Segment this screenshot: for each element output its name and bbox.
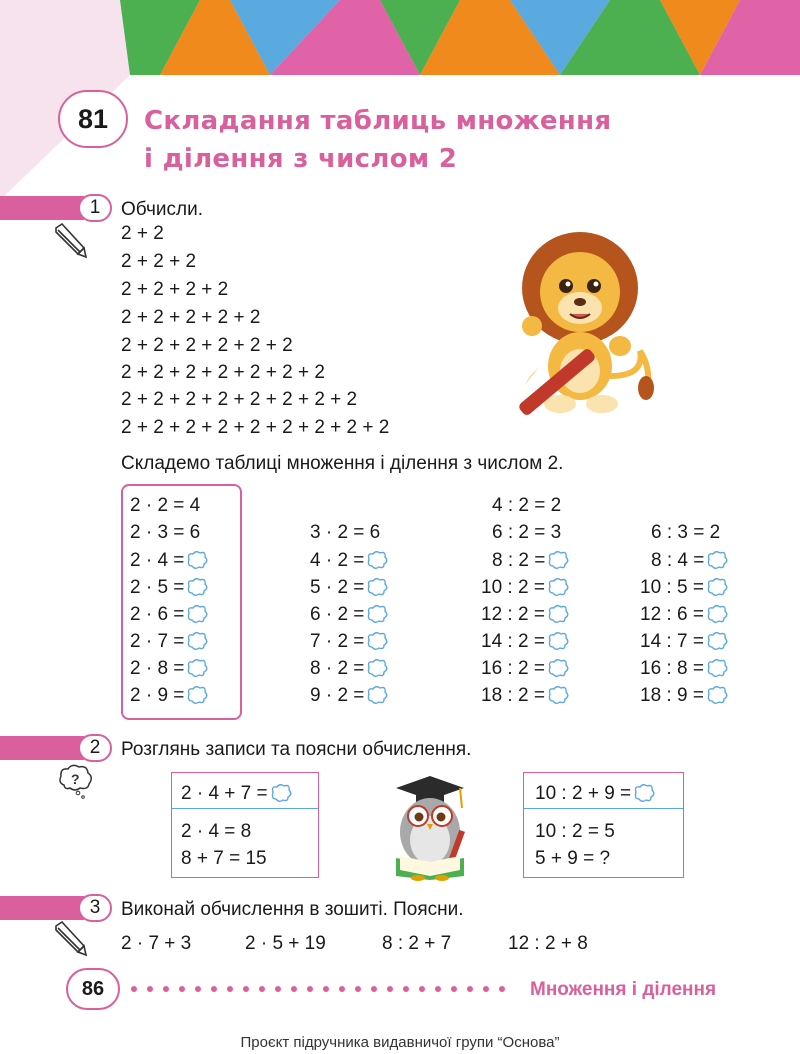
task3-instruction: Виконай обчислення в зошиті. Поясни. [121,899,464,920]
sum-row: 2 + 2 [121,223,164,244]
lesson-number-badge: 81 [58,90,128,148]
equation-text: 16 : 8 = [640,657,704,679]
equation-text: 2 · 7 = [130,630,185,652]
equation-text: 18 : 2 = [481,684,545,706]
answer-blank[interactable] [547,604,569,624]
answer-blank[interactable] [186,550,208,570]
sum-row: 2 + 2 + 2 + 2 + 2 [121,307,261,328]
example-step: 5 + 9 = ? [535,848,611,869]
publisher-credit: Проєкт підручника видавничої групи “Основа” [240,1034,560,1051]
equation-text: 2 · 6 = [130,603,185,625]
answer-blank[interactable] [270,783,292,803]
table-entry [481,658,569,678]
equation-text: 2 · 5 = [130,576,185,598]
answer-blank[interactable] [706,604,728,624]
answer-blank[interactable] [706,631,728,651]
task2-example-right [523,772,684,878]
table-entry [640,685,728,705]
equation-text: 6 : 3 = 2 [651,522,721,543]
sum-row: 2 + 2 + 2 + 2 + 2 + 2 + 2 [121,362,325,383]
answer-blank[interactable] [547,550,569,570]
table-entry [310,658,388,678]
task2-example-left [171,772,319,878]
table-entry [640,577,728,597]
answer-blank[interactable] [706,577,728,597]
svg-text:?: ? [71,771,80,787]
answer-blank[interactable] [633,783,655,803]
page-number: 86 [66,968,120,1010]
equation-text: 10 : 5 = [640,576,704,598]
sum-row: 2 + 2 + 2 + 2 + 2 + 2 + 2 + 2 + 2 [121,417,390,438]
answer-blank[interactable] [366,658,388,678]
equation-text: 3 · 2 = 6 [310,522,381,543]
answer-blank[interactable] [706,550,728,570]
example-step: 10 : 2 = 5 [535,821,615,842]
answer-blank[interactable] [186,577,208,597]
task1-instruction: Обчисли. [121,199,204,220]
exercise: 12 : 2 + 8 [508,933,588,954]
answer-blank[interactable] [366,550,388,570]
exercise: 2 · 7 + 3 [121,933,192,954]
equation-text: 2 · 8 = [130,657,185,679]
equation-text: 12 : 2 = [481,603,545,625]
table-entry [130,631,208,651]
answer-blank[interactable] [547,658,569,678]
table-entry [481,577,569,597]
answer-blank[interactable] [366,577,388,597]
sum-row: 2 + 2 + 2 + 2 + 2 + 2 [121,335,293,356]
table-entry [310,577,388,597]
example-head [535,783,655,803]
task3-number: 3 [78,894,112,922]
equation-text: 2 · 3 = 6 [130,522,201,543]
exercise: 2 · 5 + 19 [245,933,326,954]
table-entry [130,577,208,597]
table-entry [310,550,388,570]
equation-text: 18 : 9 = [640,684,704,706]
task1-stripe [0,196,84,220]
answer-blank[interactable] [547,685,569,705]
table-entry [640,604,728,624]
exercise: 8 : 2 + 7 [382,933,452,954]
table-entry [651,523,720,542]
lion-illustration [510,226,660,416]
equation-text: 4 · 2 = [310,549,365,571]
table-entry [130,550,208,570]
table-entry [130,604,208,624]
equation-text: 9 · 2 = [310,684,365,706]
task2-number: 2 [78,734,112,762]
table-entry [640,631,728,651]
footer-dotted-line [128,982,508,996]
lesson-title-line1: Складання таблиць множення [144,106,612,136]
equation-text: 8 : 2 = [492,549,546,571]
table-entry [310,685,388,705]
equation-text: 8 : 4 = [651,549,705,571]
sum-row: 2 + 2 + 2 [121,251,197,272]
answer-blank[interactable] [366,604,388,624]
table-entry [130,685,208,705]
equation-text: 14 : 7 = [640,630,704,652]
answer-blank[interactable] [366,685,388,705]
table-entry [481,604,569,624]
table-entry [492,550,569,570]
example-step: 2 · 4 = 8 [181,821,252,842]
equation-text: 2 · 2 = 4 [130,495,201,516]
lesson-title-line2: і ділення з числом 2 [144,144,458,174]
equation-text: 10 : 2 = [481,576,545,598]
sum-row: 2 + 2 + 2 + 2 + 2 + 2 + 2 + 2 [121,389,358,410]
footer-section-title: Множення і ділення [530,979,717,1000]
answer-blank[interactable] [186,604,208,624]
answer-blank[interactable] [547,631,569,651]
equation-text: 4 : 2 = 2 [492,495,562,516]
task1-number: 1 [78,194,112,222]
table-intro: Складемо таблиці множення і ділення з числом 2. [121,453,564,474]
equation-text: 2 · 4 + 7 = [181,782,268,804]
example-head [181,783,292,803]
table-entry [651,550,728,570]
owl-illustration [382,770,474,882]
example-step: 8 + 7 = 15 [181,848,267,869]
equation-text: 6 : 2 = 3 [492,522,562,543]
answer-blank[interactable] [547,577,569,597]
table-entry [130,523,200,542]
table-entry [492,496,561,515]
answer-blank[interactable] [706,658,728,678]
equation-text: 7 · 2 = [310,630,365,652]
answer-blank[interactable] [186,685,208,705]
task2-stripe [0,736,84,760]
task3-stripe [0,896,84,920]
table-entry [310,604,388,624]
table-entry [310,523,380,542]
answer-blank[interactable] [186,658,208,678]
equation-text: 14 : 2 = [481,630,545,652]
thinking-bubble-icon [56,763,96,801]
equation-text: 12 : 6 = [640,603,704,625]
table-entry [492,523,561,542]
equation-text: 6 · 2 = [310,603,365,625]
table-entry [310,631,388,651]
table-entry [640,658,728,678]
equation-text: 10 : 2 + 9 = [535,782,632,804]
equation-text: 2 · 9 = [130,684,185,706]
table-entry [481,631,569,651]
equation-text: 5 · 2 = [310,576,365,598]
pencil-icon [50,920,90,960]
equation-text: 16 : 2 = [481,657,545,679]
equation-text: 8 · 2 = [310,657,365,679]
answer-blank[interactable] [186,631,208,651]
answer-blank[interactable] [706,685,728,705]
equation-text: 2 · 4 = [130,549,185,571]
pencil-icon [50,222,90,262]
table-entry [130,496,200,515]
table-entry [130,658,208,678]
table-entry [481,685,569,705]
task2-instruction: Розглянь записи та поясни обчислення. [121,739,472,760]
sum-row: 2 + 2 + 2 + 2 [121,279,229,300]
answer-blank[interactable] [366,631,388,651]
